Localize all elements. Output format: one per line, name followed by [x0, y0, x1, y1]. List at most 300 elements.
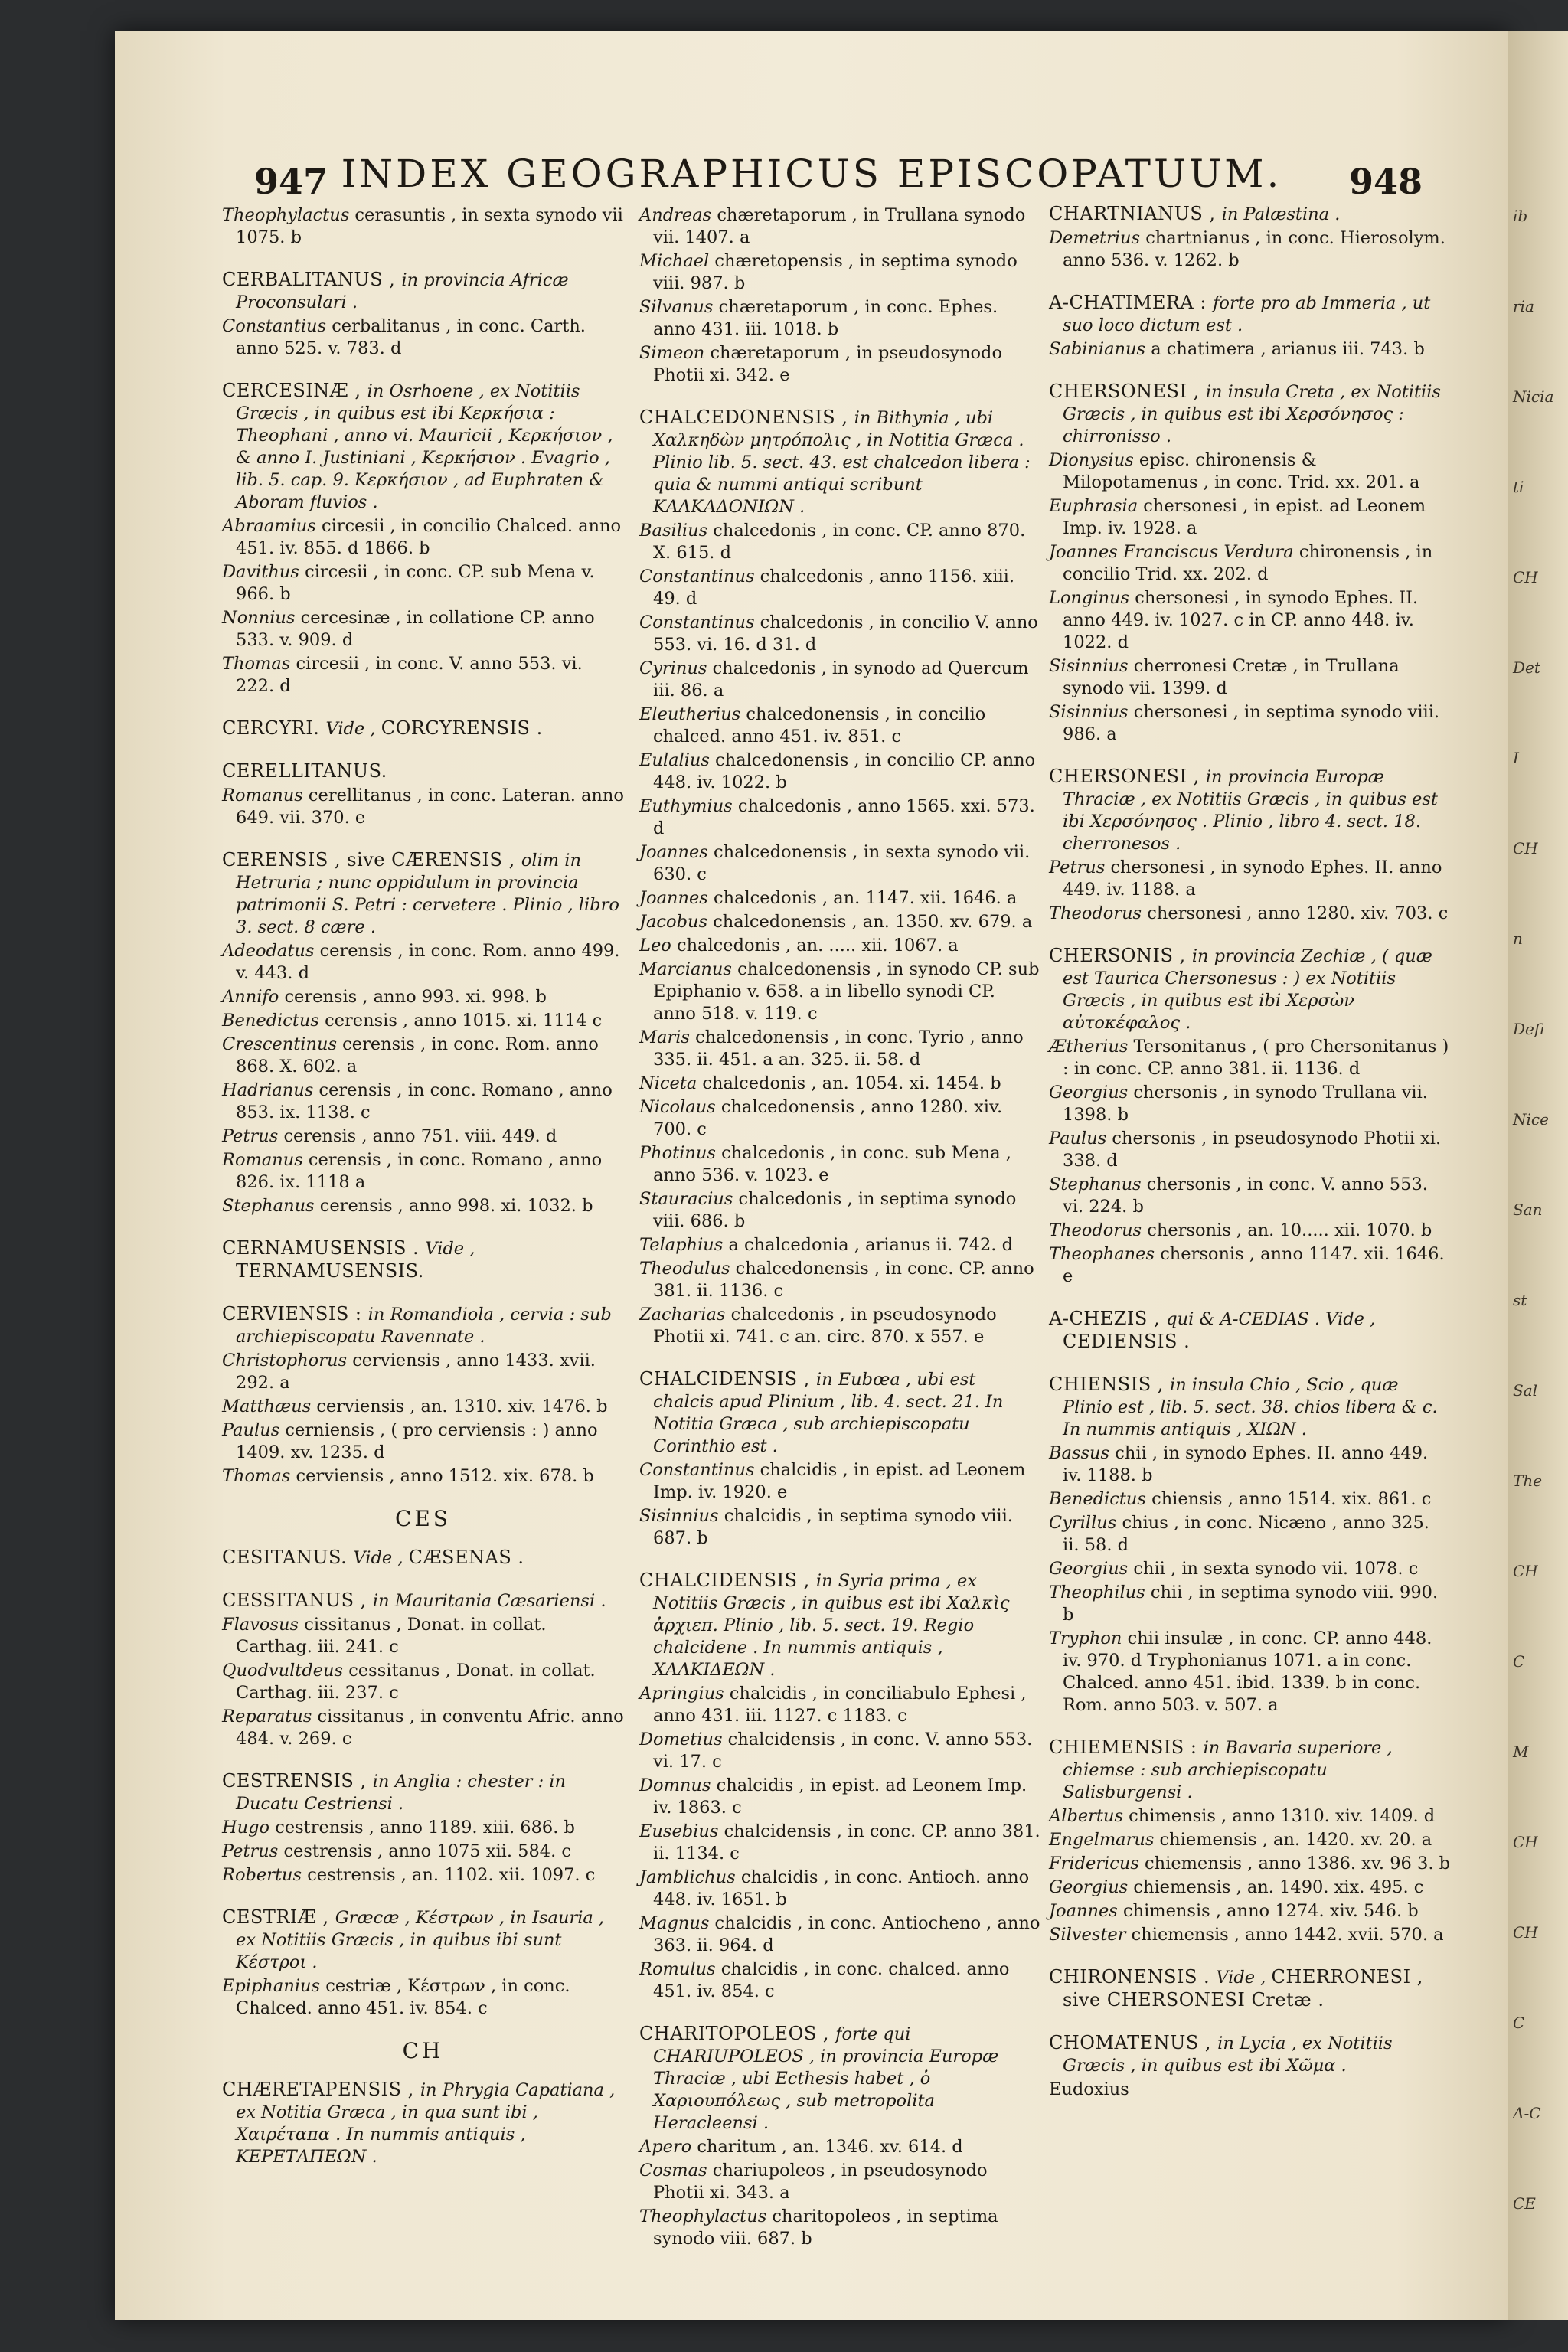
- bishop-name: Marcianus: [639, 959, 738, 979]
- bishop-line: [639, 1258, 1041, 1302]
- index-entry: [222, 1906, 624, 2020]
- bishop-line: [222, 1660, 624, 1704]
- bishop-line: [1049, 701, 1451, 746]
- index-entry: [1049, 203, 1451, 272]
- entry-heading: [1049, 1308, 1451, 1354]
- bishop-line: [639, 1234, 1041, 1256]
- entry-description: in Bithynia , ubi Χαλκηδὼν μητρόπολις , in Notitia Græca . Plinio lib. 5. sect. 43. est chalcedon libera : quia & nummi antiqui scribunt ΚΑΛΚΑΔΟΝΙΩΝ .: [653, 408, 1031, 517]
- bishop-name: Romanus: [222, 1150, 309, 1170]
- page-number-left: 947: [254, 161, 328, 202]
- entry-see-name: CHIENSIS ,: [1049, 1374, 1171, 1395]
- bishop-name: Thomas: [222, 654, 296, 674]
- bishop-line: [222, 561, 624, 606]
- bishop-name: Cyrillus: [1049, 1513, 1122, 1533]
- bishop-line: [1049, 1442, 1451, 1487]
- bishop-reference: cerensis , in conc. Romano , anno 853. ix. 1138. c: [236, 1080, 612, 1122]
- entry-heading: [222, 380, 624, 514]
- entry-see-reference: CEDIENSIS .: [1063, 1331, 1191, 1352]
- adjacent-page-fragment: ti: [1513, 478, 1524, 496]
- bishop-line: [1049, 1082, 1451, 1126]
- index-entry: [222, 1303, 624, 1488]
- bishop-line: [639, 566, 1041, 610]
- entry-see-name: CESTRENSIS ,: [222, 1770, 373, 1792]
- bishop-reference: cerensis , anno 998. xi. 1032. b: [319, 1196, 593, 1216]
- bishop-reference: charitopoleos , in septima synodo viii. 687. b: [653, 2207, 998, 2249]
- entry-see-name: CESITANUS.: [222, 1547, 354, 1568]
- bishop-line: [639, 959, 1041, 1025]
- bishop-name: Eleutherius: [639, 704, 746, 724]
- index-entry: [639, 1368, 1041, 1550]
- bishop-name: Theodorus: [1049, 1220, 1148, 1240]
- bishop-line: [222, 315, 624, 360]
- bishop-name: Theodulus: [639, 1259, 736, 1279]
- bishop-reference: chersonis , in pseudosynodo Photii xi. 338. d: [1063, 1129, 1442, 1171]
- entry-heading: [1049, 1966, 1451, 2012]
- adjacent-page-fragment: CH: [1513, 1833, 1538, 1851]
- entry-description: in Romandiola , cervia : sub archiepiscopatu Ravennate .: [236, 1305, 612, 1347]
- bishop-name: Romulus: [639, 1959, 721, 1979]
- bishop-reference: circesii , in conc. CP. sub Mena v. 966. b: [236, 562, 595, 604]
- entry-see-name: CHIRONENSIS .: [1049, 1966, 1217, 1988]
- bishop-line: [1049, 903, 1451, 925]
- bishop-line: [1049, 1805, 1451, 1828]
- bishop-line: [1049, 495, 1451, 540]
- bishop-name: Jamblichus: [639, 1867, 741, 1887]
- index-entry: [639, 1570, 1041, 2003]
- entry-heading: [639, 1368, 1041, 1458]
- bishop-name: Abraamius: [222, 516, 322, 536]
- bishop-name: Photinus: [639, 1143, 722, 1163]
- page-number-right: 948: [1349, 161, 1423, 202]
- bishop-reference: cerensis , anno 751. viii. 449. d: [283, 1126, 557, 1146]
- bishop-reference: chalcidensis , in conc. CP. anno 381. ii. 1134. c: [653, 1821, 1040, 1864]
- index-entry: [1049, 1374, 1451, 1717]
- entry-heading: [222, 1547, 624, 1570]
- bishop-line: [639, 704, 1041, 748]
- bishop-line: [639, 1073, 1041, 1095]
- column-middle: [639, 203, 1041, 2270]
- adjacent-page-fragment: M: [1513, 1743, 1529, 1761]
- bishop-line: [639, 2160, 1041, 2204]
- bishop-line: [639, 1459, 1041, 1504]
- entry-see-name: CHALCIDENSIS ,: [639, 1570, 816, 1591]
- bishop-name: Sisinnius: [1049, 656, 1134, 676]
- entry-see-reference: CÆSENAS .: [408, 1547, 524, 1568]
- bishop-name: Davithus: [222, 562, 305, 582]
- bishop-name: Stauracius: [639, 1189, 739, 1209]
- bishop-name: Nicolaus: [639, 1097, 721, 1117]
- bishop-reference: chæretaporum , in conc. Ephes. anno 431. iii. 1018. b: [653, 297, 998, 339]
- index-entry: [222, 717, 624, 740]
- entry-description: Vide ,: [425, 1239, 475, 1259]
- bishop-name: Theophanes: [1049, 1244, 1161, 1264]
- bishop-reference: chersonis , in synodo Trullana vii. 1398. b: [1063, 1083, 1428, 1125]
- entry-heading: [222, 1589, 624, 1612]
- adjacent-page-fragment: A-C: [1513, 2104, 1541, 2122]
- bishop-name: Magnus: [639, 1913, 715, 1933]
- bishop-reference: chersonis , anno 1147. xii. 1646. e: [1063, 1244, 1445, 1286]
- bishop-name: Matthæus: [222, 1396, 317, 1416]
- bishop-line: [1049, 1512, 1451, 1557]
- bishop-reference: chiemensis , an. 1420. xv. 20. a: [1159, 1830, 1432, 1850]
- bishop-reference: cerbalitanus , in conc. Carth. anno 525. v. 783. d: [236, 316, 586, 358]
- bishop-line: [639, 612, 1041, 656]
- entry-see-name: CHÆRETAPENSIS ,: [222, 2079, 420, 2100]
- bishop-line: [1049, 1128, 1451, 1172]
- index-entry: [222, 760, 624, 829]
- bishop-reference: chalcidis , in conciliabulo Ephesi , anno 431. iii. 1127. c 1183. c: [653, 1684, 1027, 1726]
- bishop-line: [1049, 1877, 1451, 1899]
- bishop-name: Silvester: [1049, 1925, 1132, 1945]
- bishop-line: [1049, 338, 1451, 361]
- entry-see-name: CHALCIDENSIS ,: [639, 1368, 816, 1390]
- bishop-reference: chalcedonis , in synodo ad Quercum iii. 86. a: [653, 658, 1029, 701]
- entry-description: in provincia Zechiæ , ( quæ est Taurica Chersonesus : ) ex Notitiis Græcis , in quibus est ibi Χερσὼν αὐτοκέφαλος .: [1063, 946, 1432, 1033]
- bishop-reference: chalcidensis , in conc. V. anno 553. vi. 17. c: [653, 1730, 1033, 1772]
- entry-see-name: A-CHATIMERA :: [1049, 292, 1214, 313]
- bishop-name: Demetrius: [1049, 228, 1146, 248]
- entry-heading: [1049, 1736, 1451, 1804]
- entry-heading: [222, 2079, 624, 2168]
- bishop-reference: chartnianus , in conc. Hierosolym. anno 536. v. 1262. b: [1063, 228, 1446, 270]
- entry-description: olim in Hetruria ; nunc oppidulum in provincia patrimonii S. Petri : cervetere . Plinio , libro 3. sect. 8 cære .: [236, 851, 619, 937]
- bishop-name: Telaphius: [639, 1235, 729, 1255]
- bishop-line: [222, 1080, 624, 1124]
- bishop-line: [1049, 1924, 1451, 1946]
- bishop-reference: episc. chironensis & Milopotamenus , in conc. Trid. xx. 201. a: [1063, 450, 1420, 492]
- entry-description: Vide ,: [325, 719, 381, 739]
- bishop-name: Petrus: [1049, 858, 1111, 877]
- bishop-line: [222, 1125, 624, 1148]
- index-entry: [222, 1589, 624, 1750]
- entry-heading: [1049, 945, 1451, 1034]
- bishop-reference: chiemensis , anno 1386. xv. 96 3. b: [1145, 1854, 1451, 1873]
- bishop-name: Theodorus: [1049, 903, 1148, 923]
- bishop-line: [639, 911, 1041, 933]
- bishop-name: Hugo: [222, 1818, 276, 1838]
- bishop-reference: chalcedonis , anno 1156. xiii. 49. d: [653, 567, 1015, 609]
- bishop-reference: cherronesi Cretæ , in Trullana synodo vii. 1399. d: [1063, 656, 1400, 698]
- bishop-line: [639, 935, 1041, 957]
- bishop-reference: chalcedonis , in concilio V. anno 553. vi. 16. d 31. d: [653, 612, 1038, 655]
- index-entry: [1049, 1308, 1451, 1354]
- bishop-name: Stephanus: [222, 1196, 320, 1216]
- entry-see-name: CHERSONIS ,: [1049, 945, 1192, 966]
- entry-description: Vide ,: [353, 1548, 409, 1568]
- entry-see-name: CERNAMUSENSIS .: [222, 1237, 426, 1259]
- bishop-name: Constantinus: [639, 612, 760, 632]
- adjacent-page-fragment: C: [1513, 1652, 1525, 1671]
- bishop-reference: chæretopensis , in septima synodo viii. 987. b: [653, 251, 1018, 293]
- bishop-name: Bassus: [1049, 1443, 1116, 1463]
- bishop-reference: chalcedonis , in pseudosynodo Photii xi. 741. c an. circ. 870. x 557. e: [653, 1305, 997, 1347]
- bishop-reference: cerensis , anno 1015. xi. 1114 c: [325, 1011, 603, 1031]
- index-entry: [222, 849, 624, 1217]
- bishop-reference: chalcedonensis , anno 1280. xiv. 700. c: [653, 1097, 1003, 1139]
- bishop-line: [222, 785, 624, 829]
- bishop-name: Constantius: [222, 316, 332, 336]
- bishop-name: Albertus: [1049, 1806, 1129, 1826]
- index-entry: [222, 1547, 624, 1570]
- index-entry: [639, 407, 1041, 1348]
- column-right: [1049, 203, 1451, 2121]
- bishop-reference: chalcedonensis , in conc. CP. anno 381. ii. 1136. c: [653, 1259, 1034, 1301]
- entry-heading: [639, 1570, 1041, 1681]
- bishop-reference: cerviensis , an. 1310. xiv. 1476. b: [316, 1396, 608, 1416]
- entry-see-name: CERCYRI.: [222, 717, 326, 739]
- bishop-name: Michael: [639, 251, 715, 271]
- entry-description: in insula Creta , ex Notitiis Græcis , in quibus est ibi Χερσόνησος : chirronisso .: [1063, 382, 1441, 446]
- bishop-reference: chiemensis , anno 1442. xvii. 570. a: [1131, 1925, 1444, 1945]
- bishop-name: Christophorus: [222, 1351, 353, 1370]
- bishop-line: [639, 1304, 1041, 1348]
- bishop-line: [1049, 1036, 1451, 1080]
- bishop-name: Georgius: [1049, 1559, 1134, 1579]
- bishop-name: Petrus: [222, 1126, 284, 1146]
- index-entry: [1049, 292, 1451, 361]
- bishop-name: Cosmas: [639, 2161, 713, 2180]
- bishop-reference: chalcedonensis , in concilio CP. anno 448. iv. 1022. b: [653, 750, 1036, 792]
- entry-see-reference: TERNAMUSENSIS.: [236, 1260, 424, 1282]
- adjacent-page-fragment: C: [1513, 2014, 1525, 2032]
- bishop-line: [1049, 1582, 1451, 1626]
- index-entry: [222, 2079, 624, 2168]
- bishop-reference: cissitanus , Donat. in collat. Carthag. iii. 241. c: [236, 1615, 547, 1657]
- bishop-reference: cerensis , anno 993. xi. 998. b: [284, 987, 547, 1007]
- bishop-line: [222, 1034, 624, 1078]
- index-entry: [1049, 1736, 1451, 1946]
- bishop-name: Longinus: [1049, 588, 1135, 608]
- bishop-reference: cerviensis , anno 1512. xix. 678. b: [296, 1466, 594, 1486]
- adjacent-page-fragment: The: [1513, 1472, 1543, 1490]
- bishop-name: Sabinianus: [1049, 339, 1152, 359]
- index-entry: [1049, 766, 1451, 925]
- bishop-reference: a chalcedonia , arianus ii. 742. d: [728, 1235, 1013, 1255]
- index-entry: [222, 204, 624, 249]
- entry-see-reference: CORCYRENSIS .: [381, 717, 543, 739]
- entry-description: in Anglia : chester : in Ducatu Cestriensi .: [236, 1772, 566, 1814]
- bishop-line: [639, 1142, 1041, 1187]
- bishop-name: Joannes: [639, 888, 714, 908]
- bishop-line: [639, 1913, 1041, 1957]
- bishop-reference: a chatimera , arianus iii. 743. b: [1151, 339, 1425, 359]
- bishop-name: Joannes: [1049, 1901, 1123, 1921]
- bishop-reference: chersonesi , in septima synodo viii. 986. a: [1063, 702, 1440, 744]
- bishop-reference: chersonis , in conc. V. anno 553. vi. 224. b: [1063, 1174, 1428, 1217]
- bishop-reference: chalcedonensis , in synodo CP. sub Epiphanio v. 658. a in libello synodi CP. anno 518. v. 119. c: [653, 959, 1040, 1024]
- entry-see-name: CHERSONESI ,: [1049, 766, 1206, 787]
- bishop-reference: chii , in sexta synodo vii. 1078. c: [1133, 1559, 1419, 1579]
- entry-see-name: CESTRIÆ ,: [222, 1906, 335, 1928]
- index-entry: [222, 1770, 624, 1886]
- bishop-reference: chironensis , in concilio Trid. xx. 202. d: [1063, 542, 1433, 584]
- bishop-name: Eulalius: [639, 750, 716, 770]
- bishop-line: [1049, 1829, 1451, 1851]
- adjacent-page-fragment: I: [1513, 749, 1519, 767]
- bishop-line: [639, 250, 1041, 295]
- bishop-reference: chalcedonis , in septima synodo viii. 686. b: [653, 1189, 1017, 1231]
- entry-heading: [222, 760, 624, 783]
- adjacent-page-fragment: CE: [1513, 2194, 1536, 2213]
- bishop-name: Apero: [639, 2137, 697, 2157]
- index-entry: [639, 204, 1041, 387]
- entry-see-name: CHARITOPOLEOS ,: [639, 2023, 836, 2044]
- bishop-line: [222, 1195, 624, 1217]
- bishop-reference: circesii , in conc. V. anno 553. vi. 222. d: [236, 654, 583, 696]
- bishop-name: Quodvultdeus: [222, 1661, 349, 1681]
- section-letter: CH: [402, 2038, 444, 2063]
- bishop-name: Robertus: [222, 1865, 308, 1885]
- entry-description: in Phrygia Capatiana , ex Notitia Græca , in qua sunt ibi , Χαιρέταπα . In nummis antiquis , ΚΕΡΕΤΑΠΕΩΝ .: [236, 2080, 616, 2167]
- page-title: INDEX GEOGRAPHICUS EPISCOPATUUM.: [341, 152, 1282, 196]
- bishop-line: [639, 520, 1041, 564]
- bishop-line: [222, 1350, 624, 1394]
- bishop-reference: cestrensis , anno 1189. xiii. 686. b: [275, 1818, 575, 1838]
- bishop-reference: cerasuntis , in sexta synodo vii 1075. b: [236, 205, 623, 247]
- bishop-line: [639, 1821, 1041, 1865]
- bishop-line: [639, 2136, 1041, 2158]
- bishop-line: [1049, 1243, 1451, 1288]
- entry-description: in Bavaria superiore , chiemse : sub archiepiscopatu Salisburgensi .: [1063, 1738, 1393, 1802]
- bishop-line: [639, 296, 1041, 341]
- bishop-line: [639, 1729, 1041, 1773]
- bishop-name: Niceta: [639, 1073, 703, 1093]
- bishop-line: [222, 1864, 624, 1886]
- bishop-line: [1049, 1174, 1451, 1218]
- bishop-name: Sisinnius: [1049, 702, 1134, 722]
- adjacent-page-fragment: Defi: [1513, 1020, 1545, 1038]
- bishop-line: [639, 750, 1041, 794]
- bishop-reference: chii , in septima synodo viii. 990. b: [1063, 1583, 1439, 1625]
- bishop-name: Petrus: [222, 1841, 284, 1861]
- adjacent-page-fragment: Sal: [1513, 1381, 1538, 1400]
- bishop-name: Dometius: [639, 1730, 728, 1749]
- bishop-line: [639, 1027, 1041, 1071]
- bishop-name: Domnus: [639, 1775, 717, 1795]
- bishop-line: [639, 204, 1041, 249]
- entry-heading: [1049, 1374, 1451, 1441]
- bishop-name: Flavosus: [222, 1615, 305, 1635]
- index-entry: [1049, 1966, 1451, 2012]
- bishop-reference: chalcedonis , in conc. CP. anno 870. X. 615. d: [653, 521, 1026, 563]
- bishop-line: [1049, 2079, 1451, 2101]
- bishop-reference: chariupoleos , in pseudosynodo Photii xi. 343. a: [653, 2161, 988, 2203]
- bishop-name: Euthymius: [639, 796, 738, 816]
- bishop-name: Romanus: [222, 786, 309, 805]
- bishop-line: [222, 1465, 624, 1488]
- bishop-name: Engelmarus: [1049, 1830, 1160, 1850]
- entry-description: forte pro ab Immeria , ut suo loco dictum est .: [1063, 293, 1431, 335]
- bishop-name: Constantinus: [639, 1460, 760, 1480]
- bishop-line: [639, 1775, 1041, 1819]
- bishop-reference: chersonesi , in epist. ad Leonem Imp. iv. 1928. a: [1063, 496, 1426, 538]
- bishop-reference: chalcedonensis , in concilio chalced. anno 451. iv. 851. c: [653, 704, 986, 746]
- bishop-reference: chalcidis , in septima synodo viii. 687. b: [653, 1506, 1013, 1548]
- entry-description: in Mauritania Cæsariensi .: [372, 1591, 606, 1611]
- bishop-name: Ætherius: [1049, 1037, 1134, 1057]
- adjacent-page-fragment: Nicia: [1513, 387, 1554, 406]
- bishop-reference: chimensis , anno 1310. xiv. 1409. d: [1129, 1806, 1436, 1826]
- bishop-line: [1049, 587, 1451, 654]
- entry-heading: [1049, 203, 1451, 226]
- bishop-reference: chimensis , anno 1274. xiv. 546. b: [1122, 1901, 1419, 1921]
- entry-description: in Syria prima , ex Notitiis Græcis , in quibus est ibi Χαλκὶς ἀρχιεπ. Plinio , lib. 5. sect. 19. Regio chalcidene . In nummis antiquis , ΧΑΛΚΙΔΕΩΝ .: [653, 1571, 1010, 1680]
- bishop-reference: chalcedonis , an. 1054. xi. 1454. b: [702, 1073, 1001, 1093]
- entry-description: in provincia Africæ Proconsulari .: [236, 270, 569, 312]
- entry-heading: [222, 717, 624, 740]
- bishop-line: [1049, 1900, 1451, 1922]
- bishop-line: [222, 1010, 624, 1032]
- bishop-reference: cestrensis , anno 1075 xii. 584. c: [283, 1841, 571, 1861]
- bishop-reference: chalcidis , in conc. Antiocheno , anno 363. ii. 964. d: [653, 1913, 1040, 1955]
- bishop-reference: chiensis , anno 1514. xix. 861. c: [1152, 1489, 1432, 1509]
- bishop-name: Leo: [639, 936, 677, 956]
- bishop-name: Theophylactus: [639, 2207, 773, 2226]
- bishop-name: Cyrinus: [639, 658, 713, 678]
- bishop-name: Fridericus: [1049, 1854, 1145, 1873]
- index-entry: [222, 380, 624, 697]
- entry-see-name: CERBALITANUS ,: [222, 269, 402, 290]
- bishop-reference: cerensis , in conc. Rom. anno 499. v. 443. d: [236, 941, 620, 983]
- bishop-line: [639, 1958, 1041, 2003]
- bishop-name: Euphrasia: [1049, 496, 1144, 516]
- adjacent-page-fragment: CH: [1513, 1562, 1538, 1580]
- bishop-line: [222, 1149, 624, 1194]
- bishop-name: Reparatus: [222, 1707, 318, 1726]
- adjacent-page-fragment: CH: [1513, 1923, 1538, 1942]
- bishop-line: [222, 1975, 624, 2020]
- bishop-line: [1049, 857, 1451, 901]
- bishop-name: Paulus: [1049, 1129, 1112, 1148]
- bishop-reference: chalcedonensis , in sexta synodo vii. 630. c: [653, 842, 1031, 884]
- bishop-reference: chii insulæ , in conc. CP. anno 448. iv. 970. d Tryphonianus 1071. a in conc. Chalced. anno 451. ibid. 1339. b in conc. Rom. anno 503. v. 507. a: [1063, 1628, 1432, 1715]
- bishop-line: [1049, 541, 1451, 586]
- bishop-reference: chalcidis , in epist. ad Leonem Imp. iv. 1920. e: [653, 1460, 1026, 1502]
- bishop-line: [222, 607, 624, 652]
- bishop-reference: cerensis , in conc. Rom. anno 868. X. 602. a: [236, 1034, 599, 1076]
- entry-heading: [222, 1303, 624, 1348]
- bishop-name: Benedictus: [1049, 1489, 1152, 1509]
- bishop-name: Dionysius: [1049, 450, 1139, 470]
- bishop-name: Andreas: [639, 205, 717, 225]
- bishop-line: [222, 204, 624, 249]
- entry-see-name: CERCESINÆ ,: [222, 380, 368, 401]
- bishop-line: [639, 1188, 1041, 1233]
- bishop-reference: chius , in conc. Nicæno , anno 325. ii. 58. d: [1063, 1513, 1429, 1555]
- bishop-reference: cestrensis , an. 1102. xii. 1097. c: [307, 1865, 596, 1885]
- entry-description: forte qui CHARIUPOLEOS , in provincia Europæ Thraciæ , ubi Ecthesis habet , ὁ Χαριουπόλεως , sub metropolita Heracleensi .: [653, 2024, 999, 2133]
- entry-see-name: CERVIENSIS :: [222, 1303, 368, 1325]
- entry-see-name: A-CHEZIS ,: [1049, 1308, 1167, 1329]
- index-entry: [222, 1237, 624, 1283]
- entry-see-name: CHALCEDONENSIS ,: [639, 407, 854, 428]
- entry-description: qui & A-CEDIAS . Vide ,: [1166, 1309, 1376, 1329]
- bishop-line: [639, 1867, 1041, 1911]
- entry-heading: [222, 1906, 624, 1974]
- bishop-line: [222, 1419, 624, 1464]
- bishop-reference: cessitanus , Donat. in collat. Carthag. iii. 237. c: [236, 1661, 596, 1703]
- page-header: [115, 122, 1508, 202]
- entry-heading: [1049, 292, 1451, 337]
- adjacent-page-fragment: st: [1513, 1291, 1527, 1309]
- bishop-line: [1049, 1558, 1451, 1580]
- bishop-name: Georgius: [1049, 1877, 1134, 1897]
- entry-see-name: CERELLITANUS.: [222, 760, 387, 782]
- bishop-line: [222, 1841, 624, 1863]
- bishop-line: [1049, 1628, 1451, 1717]
- bishop-reference: chalcidis , in conc. Antioch. anno 448. iv. 1651. b: [653, 1867, 1030, 1909]
- entry-see-name: CHIEMENSIS :: [1049, 1736, 1204, 1758]
